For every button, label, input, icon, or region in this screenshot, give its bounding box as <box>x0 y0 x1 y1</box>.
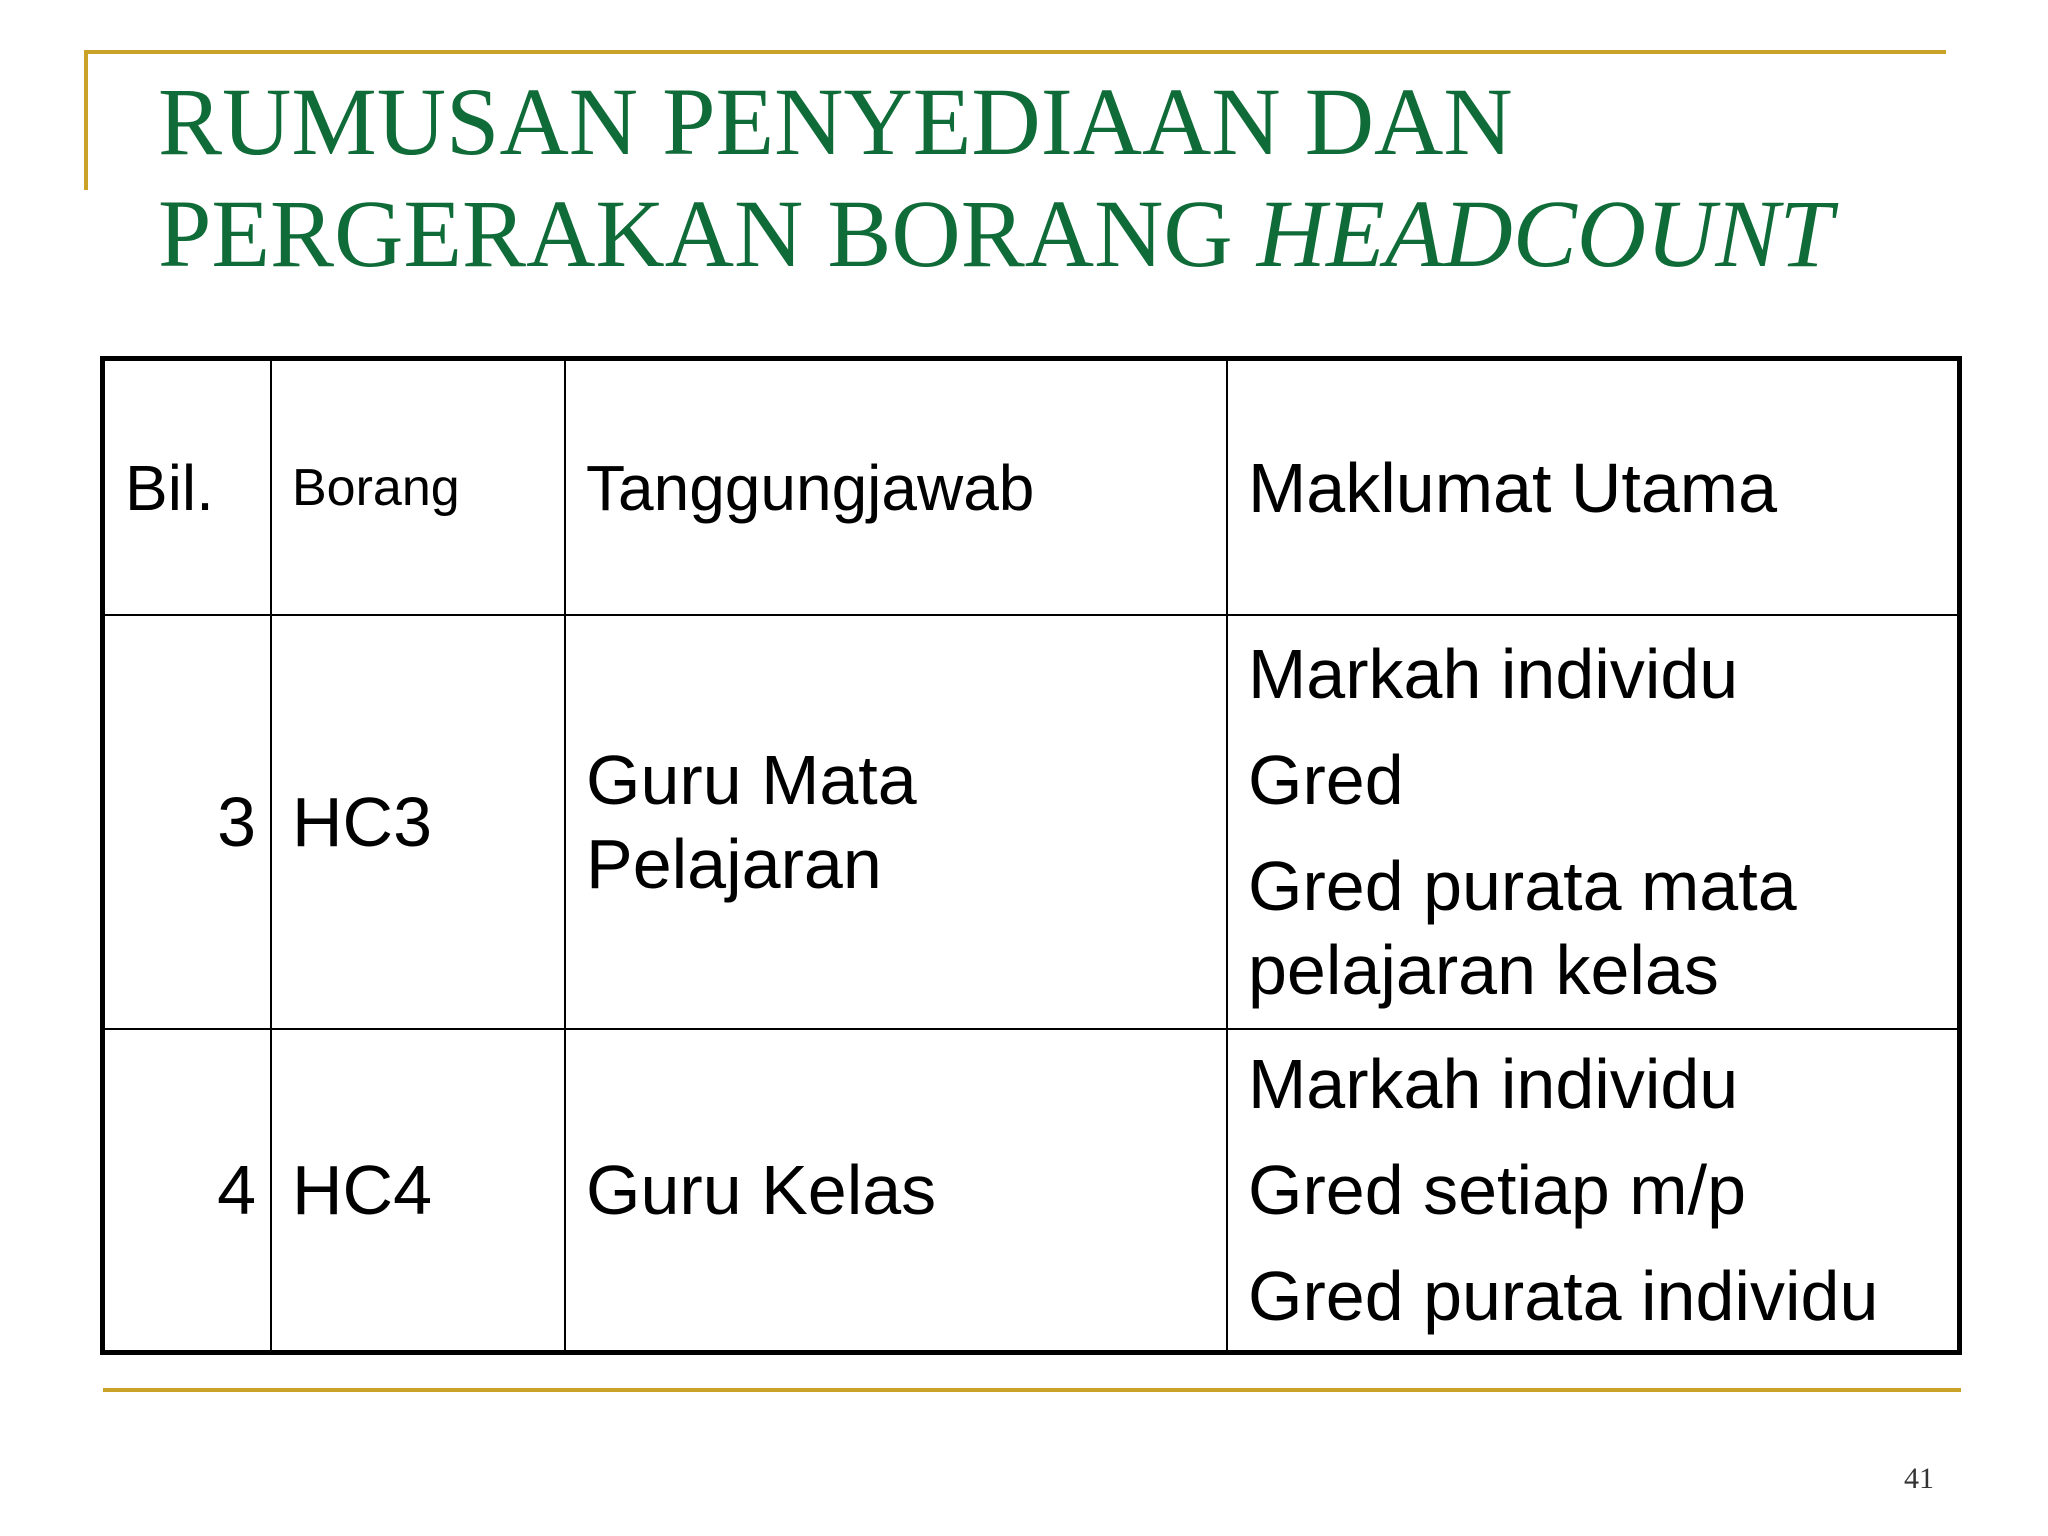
top-accent-line <box>84 50 1946 54</box>
maklumat-item: Markah individu <box>1248 1045 1739 1123</box>
title-italic-word: HEADCOUNT <box>1256 180 1833 287</box>
title-line-2-text: PERGERAKAN BORANG <box>158 180 1257 287</box>
row-tanggungjawab: Guru Mata Pelajaran <box>565 615 1227 1029</box>
bottom-accent-line <box>103 1388 1961 1392</box>
table-row <box>105 1029 1957 1350</box>
row-borang: HC4 <box>271 1029 565 1350</box>
slide-title <box>158 66 1998 290</box>
row-bil: 3 <box>105 615 271 1029</box>
header-borang: Borang <box>271 361 565 615</box>
header-tanggungjawab: Tanggungjawab <box>565 361 1227 615</box>
maklumat-item: Gred purata individu <box>1248 1257 1879 1335</box>
maklumat-item: Gred setiap m/p <box>1248 1151 1746 1229</box>
row-tanggungjawab: Guru Kelas <box>565 1029 1227 1350</box>
table-row <box>105 615 1957 1029</box>
row-bil: 4 <box>105 1029 271 1350</box>
row-maklumat <box>1227 1029 1957 1350</box>
row-maklumat <box>1227 615 1957 1029</box>
header-maklumat-utama: Maklumat Utama <box>1227 361 1957 615</box>
maklumat-list <box>1248 1042 1937 1338</box>
maklumat-item: Gred purata mata pelajaran kelas <box>1248 847 1797 1009</box>
headcount-table <box>100 356 1962 1355</box>
title-line-1: RUMUSAN PENYEDIAAN DAN <box>158 68 1513 175</box>
table <box>105 361 1957 1350</box>
left-accent-line <box>84 50 88 190</box>
maklumat-item: Gred <box>1248 741 1404 819</box>
maklumat-list <box>1248 632 1937 1012</box>
title-line-2 <box>158 178 1998 290</box>
row-borang: HC3 <box>271 615 565 1029</box>
page-number: 41 <box>1904 1462 1934 1495</box>
header-bil: Bil. <box>105 361 271 615</box>
table-header-row <box>105 361 1957 615</box>
maklumat-item: Markah individu <box>1248 635 1739 713</box>
